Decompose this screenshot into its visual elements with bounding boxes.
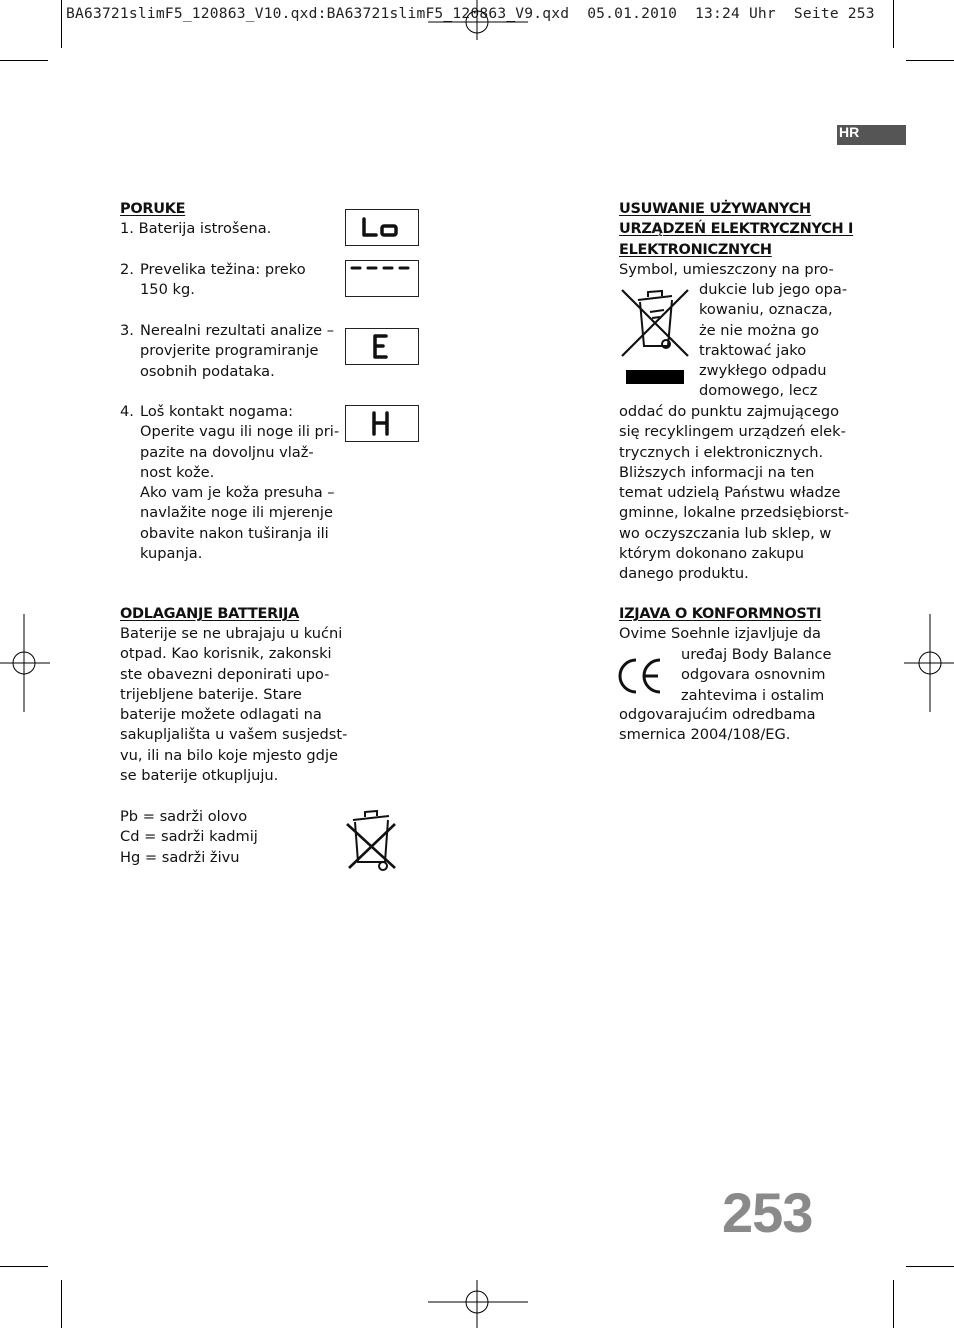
usuwanie-wrap-text [699,280,859,402]
weee-bin-icon [620,284,690,388]
display-h [345,405,419,442]
text-line: gminne, lokalne przedsiębiorst- [619,504,849,522]
registration-mark-left [0,614,50,712]
item-line: osobnih podataka. [140,362,275,380]
chem-line: Pb = sadrži olovo [120,808,248,825]
text-line: którym dokonano zakupu [619,545,805,563]
page-number: 253 [722,1181,813,1244]
text-line: danego produktu. [619,565,749,583]
izjava-wrap-text [681,645,851,706]
item-line: Prevelika težina: preko [140,261,306,278]
item-line: 150 kg. [140,281,195,299]
text-line: oddać do punktu zajmującego [619,403,840,420]
item-number: 4. [120,403,134,420]
usuwanie-first-line: Symbol, umieszczony na pro- [619,261,834,278]
text-line: se baterije otkupljuju. [120,767,279,785]
text-line: uređaj Body Balance [681,646,832,663]
text-line: wo oczyszczania lub sklep, w [619,524,832,542]
odlaganje-text [120,624,350,786]
text-line: trijebljene baterije. Stare [120,685,302,703]
text-line: vu, ili na bilo koje mjesto gdje [120,746,338,764]
poruke-item-2 [120,260,340,305]
display-overload [345,260,419,297]
language-tab-label: HR [839,124,860,140]
izjava-first-line: Ovime Soehnle izjavljuje da [619,625,821,642]
text-line: ste obavezni deponirati upo- [120,665,330,683]
ce-mark-icon [616,656,664,696]
text-line: sakupljališta u vašem susjedst- [120,726,348,744]
registration-mark-right [904,614,954,712]
text-line: otpad. Kao korisnik, zakonski [120,645,332,663]
file-slug: BA63721slimF5_120863_V10.qxd:BA63721slimF5_120863_V9.qxd 05.01.2010 13:24 Uhr Seite 253 [66,5,875,22]
izjava-rest-text [619,705,859,746]
text-line: że nie można go [699,321,820,339]
poruke-heading: PORUKE [120,201,186,217]
izjava-heading: IZJAVA O KONFORMNOSTI [619,606,822,622]
item-line: Baterija istrošena. [138,220,272,237]
item-line: nost kože. [140,463,215,481]
text-line: odgovara osnovnim [681,666,826,684]
item-line: Loš kontakt nogama: [140,403,294,420]
item-line: provjerite programiranje [140,342,319,360]
text-line: Bliższych informacji na ten [619,463,815,481]
item-line: Operite vagu ili noge ili pri- [140,423,340,441]
item-line: kupanja. [140,545,203,563]
item-number: 3. [120,322,134,339]
item-number: 1. [120,220,134,237]
usuwanie-rest-text [619,402,859,585]
text-line: kowaniu, oznacza, [699,301,833,319]
usuwanie-heading [619,199,859,260]
text-line: trycznych i elektronicznych. [619,443,824,461]
chem-line: Cd = sadrži kadmij [120,828,258,846]
poruke-item-3 [120,321,340,386]
heading-line: USUWANIE UŻYWANYCH [619,201,811,217]
display-error-e [345,328,419,365]
item-number: 2. [120,261,134,278]
registration-mark-top [428,0,528,40]
text-line: Baterije se ne ubrajaju u kućni [120,625,343,642]
poruke-item-4 [120,402,340,572]
text-line: smernica 2004/108/EG. [619,726,791,744]
heading-line: URZĄDZEŃ ELEKTRYCZNYCH I [619,221,854,238]
item-line: Nerealni rezultati analize – [140,322,335,339]
text-line: dukcie lub jego opa- [699,281,848,298]
item-line: Ako vam je koža presuha – [140,484,335,502]
text-line: odgovarajućim odredbama [619,706,816,723]
poruke-item-1 [120,219,271,239]
item-line: pazite na dovoljnu vlaž- [140,443,314,461]
text-line: zwykłego odpadu [699,362,827,380]
text-line: zahtevima i ostalim [681,686,825,704]
registration-mark-bottom [428,1280,528,1328]
crossed-bin-icon [343,806,399,874]
item-line: obavite nakon tuširanja ili [140,524,329,542]
text-line: traktować jako [699,341,807,359]
chem-list [120,807,320,868]
language-tab [837,125,906,145]
chem-line: Hg = sadrži živu [120,848,240,866]
odlaganje-heading: ODLAGANJE BATTERIJA [120,606,300,622]
heading-line: ELEKTRONICZNYCH [619,241,772,258]
display-lo [345,209,419,246]
text-line: baterije možete odlagati na [120,706,322,724]
text-line: domowego, lecz [699,382,818,400]
text-line: temat udzielą Państwu władze [619,484,841,502]
text-line: się recyklingem urządzeń elek- [619,423,846,441]
item-line: navlažite noge ili mjerenje [140,504,333,522]
